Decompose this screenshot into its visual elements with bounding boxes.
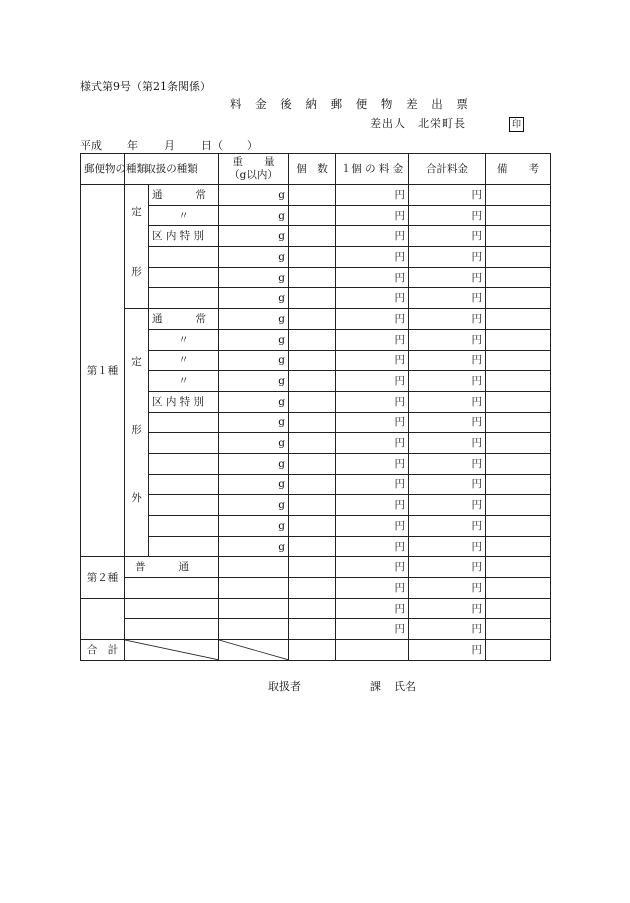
weight-cell: g [219, 453, 289, 474]
weight-cell: g [219, 309, 289, 330]
unit-price-cell: 円 [336, 412, 409, 433]
count-cell [289, 495, 336, 516]
unit-price-cell: 円 [336, 557, 409, 578]
handling-cell [125, 598, 219, 619]
total-price-cell: 円 [409, 391, 486, 412]
weight-cell: g [219, 205, 289, 226]
unit-price-cell: 円 [336, 226, 409, 247]
handling-cell: 通 常 [149, 309, 219, 330]
unit-price-cell: 円 [336, 578, 409, 599]
weight-cell: g [219, 433, 289, 454]
unit-price-cell: 円 [336, 288, 409, 309]
weight-cell: g [219, 226, 289, 247]
remarks-cell [486, 185, 551, 206]
unit-price-cell: 円 [336, 619, 409, 640]
total-price-cell: 円 [409, 267, 486, 288]
date-day: 日（ [201, 139, 223, 152]
table-row [81, 391, 551, 412]
total-label: 合 計 [81, 640, 125, 661]
handling-cell [149, 536, 219, 557]
handling-cell: 〃 [149, 329, 219, 350]
header-remarks: 備 考 [486, 154, 551, 185]
total-price-cell: 円 [409, 640, 486, 661]
unit-price-cell [336, 640, 409, 661]
remarks-cell [486, 495, 551, 516]
form-number: 様式第9号（第21条関係） [80, 80, 211, 93]
count-cell [289, 247, 336, 268]
weight-cell: g [219, 350, 289, 371]
total-price-cell: 円 [409, 371, 486, 392]
table-row [81, 247, 551, 268]
count-cell [289, 640, 336, 661]
section-label: 課 [370, 680, 381, 693]
count-cell [289, 474, 336, 495]
teikei-label: 定 形 [125, 185, 149, 309]
form-title: 料 金 後 納 郵 便 物 差 出 票 [230, 97, 473, 111]
unit-price-cell: 円 [336, 205, 409, 226]
header-weight: 重 量 （g以内） [219, 154, 289, 185]
unit-price-cell: 円 [336, 598, 409, 619]
weight-cell: g [219, 516, 289, 537]
unit-price-cell: 円 [336, 516, 409, 537]
table-row [81, 205, 551, 226]
handling-cell: 〃 [149, 205, 219, 226]
weight-cell: g [219, 288, 289, 309]
header-mail-type: 郵便物の種類 [81, 154, 125, 185]
handling-cell [149, 495, 219, 516]
unit-price-cell: 円 [336, 371, 409, 392]
remarks-cell [486, 619, 551, 640]
total-price-cell: 円 [409, 516, 486, 537]
count-cell [289, 598, 336, 619]
total-price-cell: 円 [409, 598, 486, 619]
count-cell [289, 536, 336, 557]
unit-price-cell: 円 [336, 329, 409, 350]
total-price-cell: 円 [409, 350, 486, 371]
total-price-cell: 円 [409, 578, 486, 599]
header-count: 個 数 [289, 154, 336, 185]
handling-cell [125, 619, 219, 640]
remarks-cell [486, 433, 551, 454]
unit-price-cell: 円 [336, 495, 409, 516]
class1-label: 第１種 [81, 185, 125, 557]
unit-price-cell: 円 [336, 309, 409, 330]
total-price-cell: 円 [409, 557, 486, 578]
remarks-cell [486, 557, 551, 578]
table-row [81, 557, 551, 578]
remarks-cell [486, 226, 551, 247]
count-cell [289, 350, 336, 371]
seal-stamp: 印 [509, 117, 524, 132]
table-row [81, 474, 551, 495]
total-price-cell: 円 [409, 205, 486, 226]
header-total-price: 合計料金 [409, 154, 486, 185]
count-cell [289, 391, 336, 412]
weight-cell: g [219, 391, 289, 412]
table-row [81, 288, 551, 309]
total-price-cell: 円 [409, 309, 486, 330]
table-row [81, 516, 551, 537]
header-handling: 取扱の種類 [125, 154, 219, 185]
count-cell [289, 288, 336, 309]
table-row [81, 412, 551, 433]
count-cell [289, 226, 336, 247]
remarks-cell [486, 371, 551, 392]
weight-cell: g [219, 185, 289, 206]
remarks-cell [486, 536, 551, 557]
table-row [81, 598, 551, 619]
total-price-cell: 円 [409, 247, 486, 268]
unit-price-cell: 円 [336, 247, 409, 268]
table-row [81, 329, 551, 350]
date-close: ） [247, 139, 258, 152]
remarks-cell [486, 640, 551, 661]
unit-price-cell: 円 [336, 185, 409, 206]
weight-cell [219, 578, 289, 599]
count-cell [289, 267, 336, 288]
handling-cell: 区 内 特 別 [149, 391, 219, 412]
handling-cell [149, 453, 219, 474]
weight-cell: g [219, 495, 289, 516]
weight-cell [219, 598, 289, 619]
remarks-cell [486, 288, 551, 309]
total-price-cell: 円 [409, 536, 486, 557]
date-year: 年 [127, 139, 138, 152]
remarks-cell [486, 578, 551, 599]
date-era: 平成 [80, 139, 102, 152]
table-row [81, 350, 551, 371]
remarks-cell [486, 474, 551, 495]
count-cell [289, 453, 336, 474]
unit-price-cell: 円 [336, 536, 409, 557]
remarks-cell [486, 350, 551, 371]
weight-cell: g [219, 329, 289, 350]
table-row [81, 578, 551, 599]
weight-cell [219, 557, 289, 578]
unit-price-cell: 円 [336, 453, 409, 474]
count-cell [289, 578, 336, 599]
diagonal-line [125, 640, 218, 660]
total-price-cell: 円 [409, 495, 486, 516]
weight-cell: g [219, 247, 289, 268]
count-cell [289, 433, 336, 454]
date-line [80, 139, 258, 153]
handling-cell: 〃 [149, 350, 219, 371]
count-cell [289, 371, 336, 392]
count-cell [289, 309, 336, 330]
count-cell [289, 205, 336, 226]
count-cell [289, 185, 336, 206]
remarks-cell [486, 412, 551, 433]
handling-cell: 通 常 [149, 185, 219, 206]
total-price-cell: 円 [409, 453, 486, 474]
remarks-cell [486, 205, 551, 226]
remarks-cell [486, 329, 551, 350]
total-handling-diagonal [125, 640, 219, 661]
handling-cell [125, 578, 219, 599]
weight-cell: g [219, 267, 289, 288]
handling-cell [149, 288, 219, 309]
table-row [81, 495, 551, 516]
total-price-cell: 円 [409, 619, 486, 640]
count-cell [289, 619, 336, 640]
remarks-cell [486, 391, 551, 412]
table-row [81, 185, 551, 206]
table-row [81, 371, 551, 392]
handling-cell [149, 516, 219, 537]
handling-cell [149, 247, 219, 268]
diagonal-line [219, 640, 288, 660]
count-cell [289, 329, 336, 350]
remarks-cell [486, 309, 551, 330]
table-row [81, 433, 551, 454]
unit-price-cell: 円 [336, 391, 409, 412]
table-row [81, 267, 551, 288]
remarks-cell [486, 267, 551, 288]
handling-cell [149, 433, 219, 454]
class2-label: 第２種 [81, 557, 125, 598]
total-price-cell: 円 [409, 226, 486, 247]
count-cell [289, 412, 336, 433]
remarks-cell [486, 453, 551, 474]
unit-price-cell: 円 [336, 474, 409, 495]
table-row [81, 226, 551, 247]
handling-cell [149, 412, 219, 433]
total-price-cell: 円 [409, 412, 486, 433]
total-price-cell: 円 [409, 474, 486, 495]
handling-cell: 普 通 [125, 557, 219, 578]
remarks-cell [486, 247, 551, 268]
date-month: 月 [164, 139, 175, 152]
handling-cell [149, 267, 219, 288]
handling-cell: 〃 [149, 371, 219, 392]
remarks-cell [486, 516, 551, 537]
weight-cell: g [219, 536, 289, 557]
postage-table [80, 153, 551, 661]
total-row [81, 640, 551, 661]
teikeigai-label: 定 形 外 [125, 309, 149, 557]
sender-line: 差出人 北栄町長 [370, 117, 466, 130]
weight-cell [219, 619, 289, 640]
name-label: 氏名 [394, 680, 416, 693]
remarks-cell [486, 598, 551, 619]
blank-class-cell [81, 598, 125, 639]
unit-price-cell: 円 [336, 433, 409, 454]
handling-cell [149, 474, 219, 495]
unit-price-cell: 円 [336, 267, 409, 288]
table-header-row [81, 154, 551, 185]
handler-label: 取扱者 [268, 680, 301, 693]
table-row [81, 619, 551, 640]
table-row [81, 453, 551, 474]
total-weight-diagonal [219, 640, 289, 661]
count-cell [289, 557, 336, 578]
table-row [81, 536, 551, 557]
weight-cell: g [219, 474, 289, 495]
total-price-cell: 円 [409, 433, 486, 454]
unit-price-cell: 円 [336, 350, 409, 371]
weight-cell: g [219, 412, 289, 433]
count-cell [289, 516, 336, 537]
table-row [81, 309, 551, 330]
handling-cell: 区 内 特 別 [149, 226, 219, 247]
total-price-cell: 円 [409, 185, 486, 206]
total-price-cell: 円 [409, 288, 486, 309]
total-price-cell: 円 [409, 329, 486, 350]
weight-cell: g [219, 371, 289, 392]
header-unit-price: １個 の 料 金 [336, 154, 409, 185]
